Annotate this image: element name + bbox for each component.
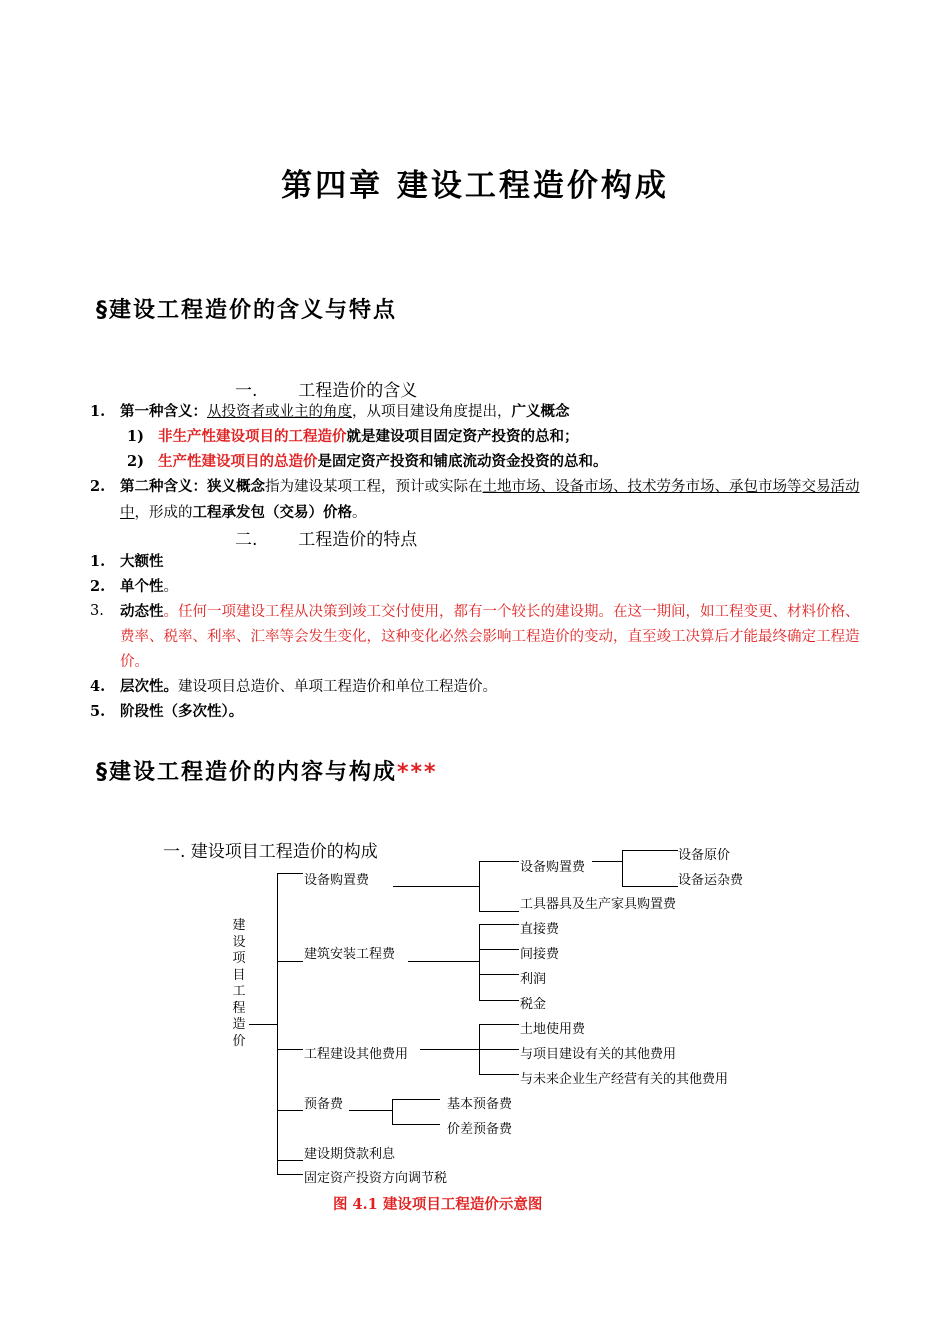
branch-line — [479, 924, 480, 1000]
node-reserve: 预备费 — [304, 1097, 344, 1112]
connector-line — [479, 911, 519, 912]
connector-line — [592, 861, 622, 862]
feature-number: 3. — [90, 603, 104, 619]
feature-title: 层次性。 — [120, 678, 178, 695]
feature-item — [120, 574, 178, 600]
node-loan-interest: 建设期贷款利息 — [304, 1147, 396, 1162]
branch-line — [622, 850, 623, 886]
section-heading-composition — [96, 755, 438, 786]
connector-line — [479, 974, 519, 975]
item-number: 2. — [90, 478, 106, 495]
subitem-text: 是固定资产投资和铺底流动资金投资的总和。 — [317, 453, 608, 470]
meaning-price: 工程承发包（交易）价格 — [192, 504, 352, 521]
connector-line — [277, 961, 303, 962]
subitem-nonproductive — [158, 424, 579, 450]
feature-title: 单个性 — [120, 578, 164, 595]
feature-number: 2. — [90, 578, 106, 595]
node-basic-reserve: 基本预备费 — [447, 1097, 513, 1112]
connector-line — [479, 861, 519, 862]
subheading-text: 工程造价的特点 — [298, 530, 418, 550]
meaning-label: 第一种含义： — [120, 403, 207, 420]
feature-number: 4. — [90, 678, 106, 695]
subheading-number: 一. — [235, 381, 258, 401]
figure-caption: 图 4.1 建设项目工程造价示意图 — [333, 1196, 543, 1213]
trunk-line — [277, 873, 278, 1174]
node-equipment-purchase: 设备购置费 — [520, 860, 586, 875]
node-other-costs: 工程建设其他费用 — [304, 1047, 409, 1062]
connector-line — [622, 886, 678, 887]
section-heading-text: §建设工程造价的内容与构成 — [96, 760, 398, 785]
node-equipment: 设备购置费 — [304, 873, 370, 888]
diagram-heading: 一. 建设项目工程造价的构成 — [163, 842, 378, 862]
node-indirect-cost: 间接费 — [520, 947, 560, 962]
connector-line — [349, 1110, 392, 1111]
feature-item — [120, 599, 860, 675]
meaning-label: 第二种含义： — [120, 478, 207, 495]
meaning-concept: 广义概念 — [511, 403, 570, 420]
branch-line — [392, 1099, 393, 1124]
subitem-number: 1) — [127, 428, 144, 445]
diagram-root: 建设项目工程造价 — [232, 918, 246, 1049]
connector-line — [277, 1049, 303, 1050]
connector-line — [479, 1074, 519, 1075]
connector-line — [420, 1049, 479, 1050]
node-land-use-fee: 土地使用费 — [520, 1022, 586, 1037]
feature-text: 。 — [163, 579, 178, 595]
connector-line — [479, 1000, 519, 1001]
node-price-reserve: 价差预备费 — [447, 1122, 513, 1137]
importance-stars: *** — [397, 760, 438, 785]
feature-title: 阶段性（多次性）。 — [120, 703, 244, 720]
connector-line — [392, 1124, 440, 1125]
feature-item — [120, 549, 164, 575]
branch-line — [479, 861, 480, 911]
subheading-number: 二. — [235, 530, 258, 550]
node-adjustment-tax: 固定资产投资方向调节税 — [304, 1171, 448, 1186]
subheading-meaning — [235, 376, 417, 401]
node-tax: 税金 — [520, 997, 547, 1012]
connector-line — [408, 961, 479, 962]
connector-line — [479, 949, 519, 950]
connector-line — [479, 1024, 519, 1025]
meaning-concept: 狭义概念 — [207, 478, 265, 495]
feature-item — [120, 674, 497, 700]
subitem-number: 2) — [127, 453, 144, 470]
connector-line — [249, 1024, 277, 1025]
connector-line — [393, 886, 479, 887]
feature-title: 动态性 — [120, 603, 164, 620]
meaning-second — [120, 474, 860, 526]
feature-title: 大额性 — [120, 553, 164, 570]
feature-text: 。任何一项建设工程从决策到竣工交付使用，都有一个较长的建设期。在这一期间，如工程变更、材料价格、费率、税率、利率、汇率等会发生变化，这种变化必然会影响工程造价的变动，直至竣工决算后才能最终确定工程造价。 — [120, 604, 860, 670]
connector-line — [479, 924, 519, 925]
connector-line — [277, 1160, 303, 1161]
meaning-text: ，形成的 — [134, 505, 193, 521]
page-title: 第四章 建设工程造价构成 — [281, 168, 669, 204]
subheading-text: 工程造价的含义 — [298, 381, 418, 401]
node-profit: 利润 — [520, 972, 547, 987]
meaning-underlined: 土地市场、设备市场、技术劳务市场、承包市场等交易活动中 — [120, 479, 860, 521]
node-future-costs: 与未来企业生产经营有关的其他费用 — [520, 1072, 729, 1087]
feature-item — [120, 699, 243, 725]
connector-line — [479, 1049, 519, 1050]
node-direct-cost: 直接费 — [520, 922, 560, 937]
node-equipment-transport: 设备运杂费 — [678, 873, 744, 888]
meaning-text: 指为建设某项工程，预计或实际在 — [265, 479, 483, 495]
meaning-first — [120, 399, 570, 425]
item-number: 1. — [90, 403, 106, 420]
subitem-text: 就是建设项目固定资产投资的总和； — [346, 428, 579, 445]
node-equipment-original-price: 设备原价 — [678, 848, 731, 863]
connector-line — [277, 1174, 303, 1175]
node-tools: 工具器具及生产家具购置费 — [520, 897, 677, 912]
node-installation: 建筑安装工程费 — [304, 947, 396, 962]
feature-text: 建设项目总造价、单项工程造价和单位工程造价。 — [178, 679, 497, 695]
meaning-text: ，从项目建设角度提出， — [352, 404, 512, 420]
subitem-red-text: 非生产性建设项目的工程造价 — [158, 428, 347, 445]
meaning-text: 。 — [352, 505, 367, 521]
meaning-underlined: 从投资者或业主的角度 — [207, 404, 352, 420]
connector-line — [392, 1099, 440, 1100]
subitem-red-text: 生产性建设项目的总造价 — [158, 453, 318, 470]
feature-number: 5. — [90, 703, 106, 720]
subheading-features — [235, 525, 417, 550]
subitem-productive — [158, 449, 608, 475]
connector-line — [277, 873, 303, 874]
feature-number: 1. — [90, 553, 106, 570]
connector-line — [622, 850, 678, 851]
connector-line — [277, 1110, 303, 1111]
node-related-costs: 与项目建设有关的其他费用 — [520, 1047, 677, 1062]
section-heading-meaning: §建设工程造价的含义与特点 — [96, 298, 398, 323]
